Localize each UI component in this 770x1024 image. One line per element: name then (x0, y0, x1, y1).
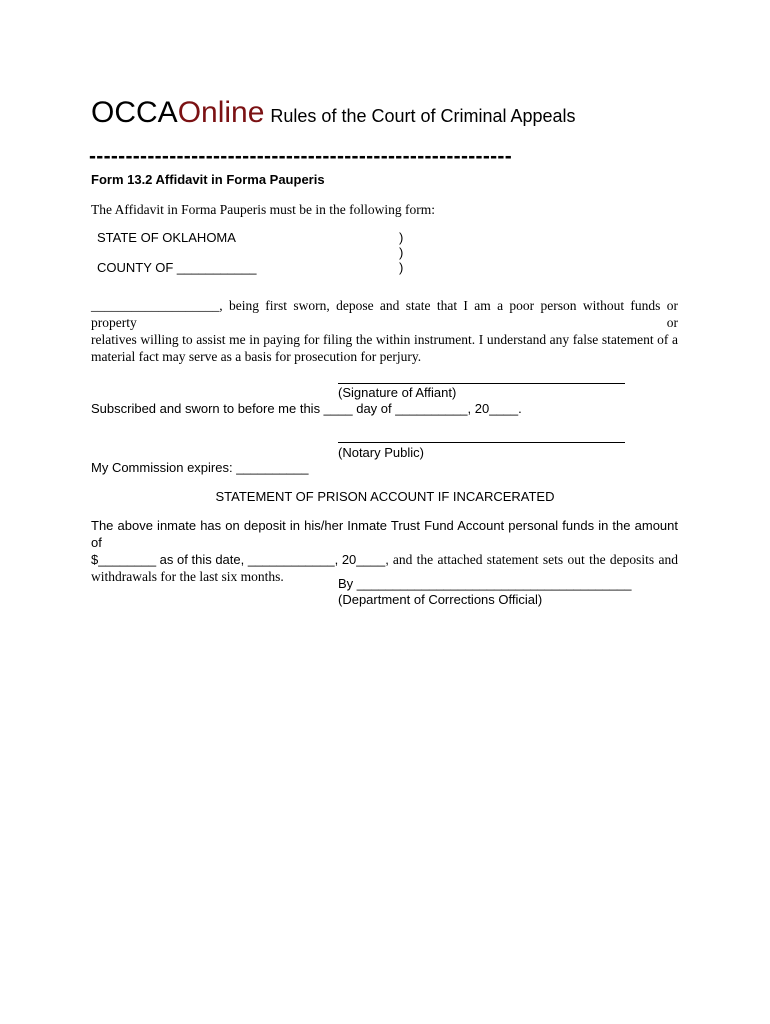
affidavit-line: material fact may serve as a basis for prosecution for perjury. (91, 349, 422, 364)
caption-county: COUNTY OF ___________ (97, 260, 257, 275)
affidavit-line: ___________________, being first sworn, depose and state that I am a poor person without funds or property or (91, 298, 678, 330)
affiant-signature-label: (Signature of Affiant) (338, 385, 457, 400)
official-signature-line: By ______________________________________ (338, 576, 632, 591)
affidavit-line: relatives willing to assist me in paying for filing the within instrument. I understand any false statement of a (91, 332, 678, 347)
brand-occa: OCCA (91, 96, 178, 129)
prison-account-title: STATEMENT OF PRISON ACCOUNT IF INCARCERATED (215, 489, 555, 504)
caption-paren: ) (399, 260, 404, 275)
affidavit-statement (91, 297, 678, 365)
notary-label: (Notary Public) (338, 445, 424, 460)
header-divider: ---------------------------------------------------------- (89, 145, 513, 168)
prison-line-text: and the attached statement sets out the deposits and (392, 552, 678, 567)
prison-line: withdrawals for the last six months. (91, 569, 284, 584)
form-intro: The Affidavit in Forma Pauperis must be in the following form: (91, 202, 435, 217)
notary-signature-line (338, 442, 625, 443)
brand-online: Online (177, 96, 265, 129)
subscribed-sworn-line: Subscribed and sworn to before me this ____ day of __________, 20____. (91, 401, 522, 416)
caption-paren: ) (399, 245, 404, 260)
form-title: Form 13.2 Affidavit in Forma Pauperis (91, 172, 325, 187)
official-label: (Department of Corrections Official) (338, 592, 543, 607)
prison-account-statement (91, 517, 678, 585)
page-header (91, 93, 576, 138)
header-subtitle: Rules of the Court of Criminal Appeals (270, 106, 576, 126)
affiant-signature-line (338, 383, 625, 384)
prison-line (91, 551, 678, 568)
caption-state: STATE OF OKLAHOMA (97, 230, 236, 245)
caption-paren: ) (399, 230, 404, 245)
commission-expires: My Commission expires: __________ (91, 460, 309, 475)
prison-line: The above inmate has on deposit in his/her Inmate Trust Fund Account personal funds in the amount of (91, 518, 678, 550)
prison-line-amount: $________ as of this date, ____________, 20____, (91, 552, 389, 567)
